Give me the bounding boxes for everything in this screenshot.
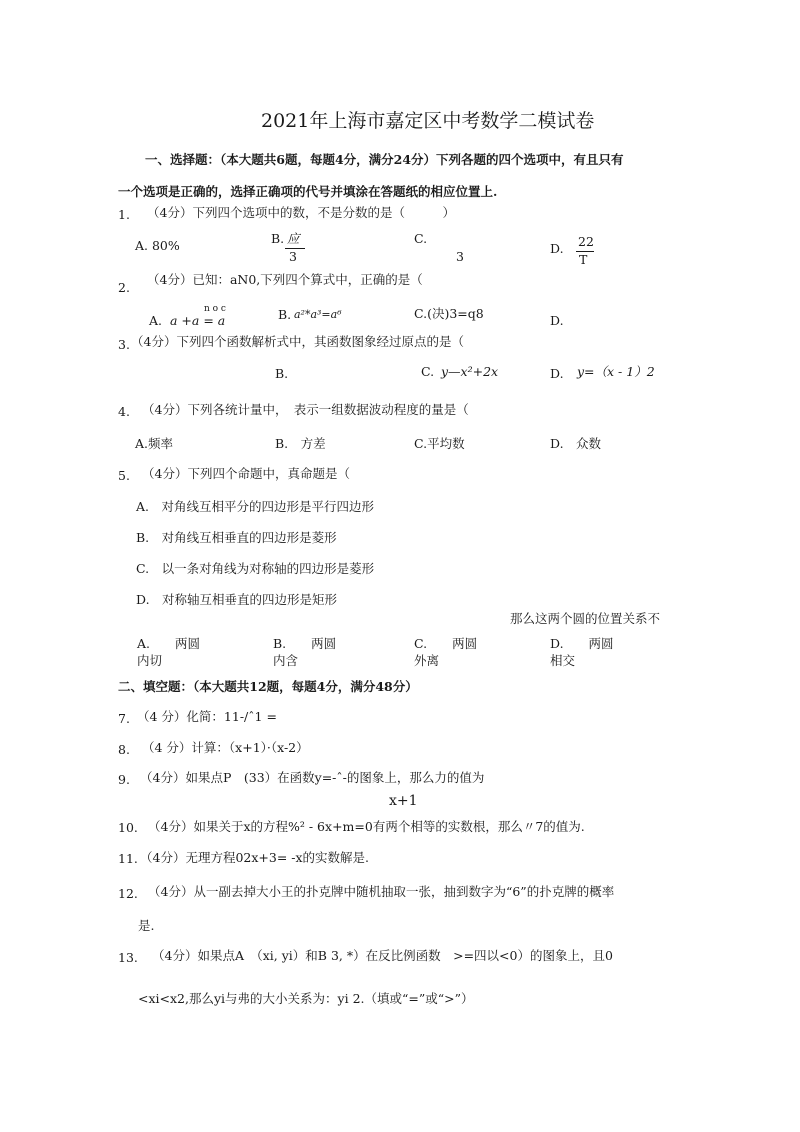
q6-option-c-line2: 外离: [414, 653, 440, 668]
q2-option-a-superscripts: n o c: [204, 304, 226, 314]
q4-option-c: C.平均数: [414, 436, 465, 451]
q4-stem: （4分）下列各统计量中， 表示一组数据波动程度的量是（: [142, 402, 469, 417]
q2-option-a-expression: a +a = a: [170, 313, 226, 328]
section-1-heading-line2: 一个选项是正确的，选择正确项的代号并填涂在答题纸的相应位置上.: [118, 184, 498, 199]
q1-number: 1.: [118, 207, 130, 222]
q11-text: （4分）无理方程02x+3= -x的实数解是.: [140, 850, 370, 865]
q12-number: 12.: [118, 886, 138, 901]
q1-option-b-denominator: 3: [289, 249, 297, 264]
q2-option-a-label: A.: [149, 313, 163, 328]
q5-option-b: B. 对角线互相垂直的四边形是菱形: [136, 530, 337, 545]
q13-text-continued: <xi<x2,那么yi与弗的大小关系为：yi 2.（填或“=”或“>”）: [138, 991, 474, 1006]
q1-option-c-denominator: 3: [456, 249, 464, 264]
q1-option-b-label: B.: [271, 231, 285, 246]
q7-number: 7.: [118, 711, 130, 726]
q3-option-b: B.: [275, 366, 289, 381]
q4-number: 4.: [118, 404, 130, 419]
q1-option-a: A. 80%: [135, 238, 180, 253]
q9-number: 9.: [118, 772, 130, 787]
q4-option-d: D. 众数: [550, 436, 602, 451]
q1-option-d-numerator: 22: [578, 234, 594, 249]
q5-option-d: D. 对称轴互相垂直的四边形是矩形: [136, 592, 338, 607]
q6-option-b-line2: 内含: [273, 653, 299, 668]
q4-option-a: A.频率: [135, 436, 174, 451]
q2-stem: （4分）已知：aN0,下列四个算式中，正确的是（: [147, 272, 423, 287]
q10-number: 10.: [118, 820, 138, 835]
q2-number: 2.: [118, 280, 130, 295]
q3-option-c-expression: y—x²+2x: [441, 364, 499, 379]
section-1-heading-line1: 一、选择题：（本大题共6题，每题4分，满分24分）下列各题的四个选项中，有且只有: [145, 152, 624, 167]
q3-option-d-label: D.: [550, 366, 564, 381]
q1-option-d-label: D.: [550, 241, 564, 256]
q11-number: 11.: [118, 851, 138, 866]
q6-option-d-line1: D. 两圆: [550, 636, 614, 651]
q8-number: 8.: [118, 742, 130, 757]
section-2-heading: 二、填空题：（本大题共12题，每题4分，满分48分）: [118, 679, 418, 694]
q3-option-d-expression: y=（x - 1）2: [577, 364, 655, 379]
q5-option-a: A. 对角线互相平分的四边形是平行四边形: [136, 499, 375, 514]
q12-text: （4分）从一副去掉大小王的扑克牌中随机抽取一张，抽到数字为“6”的扑克牌的概率: [148, 884, 615, 899]
q1-option-b-numerator: 应: [287, 231, 300, 246]
q7-text: （4 分）化简：11-/ˆ1 =: [137, 709, 277, 724]
q1-option-d-denominator: T: [579, 252, 588, 267]
page-title: 2021年上海市嘉定区中考数学二模试卷: [261, 110, 595, 132]
q6-option-b-line1: B. 两圆: [273, 636, 337, 651]
q5-option-c: C. 以一条对角线为对称轴的四边形是菱形: [136, 561, 375, 576]
q6-option-d-line2: 相交: [550, 653, 576, 668]
q2-option-b-expression: a²*a³=a⁶: [294, 308, 342, 321]
q6-option-a-line1: A. 两圆: [137, 636, 201, 651]
q6-stem-tail: 那么这两个圆的位置关系不: [510, 611, 661, 626]
q2-option-b-label: B.: [278, 307, 292, 322]
q9-denominator: x+1: [389, 793, 418, 809]
q5-number: 5.: [118, 468, 130, 483]
q2-option-c: C.(决)3=q8: [414, 306, 484, 321]
q2-option-d: D.: [550, 313, 564, 328]
q5-stem: （4分）下列四个命题中，真命题是（: [142, 466, 350, 481]
q6-option-a-line2: 内切: [137, 653, 163, 668]
q1-option-c-label: C.: [414, 231, 428, 246]
q10-text: （4分）如果关于x的方程%² - 6x+m=0有两个相等的实数根，那么〃7的值为.: [148, 819, 585, 834]
q1-stem: （4分）下列四个选项中的数，不是分数的是（ ）: [147, 205, 455, 220]
q3-number: 3.: [118, 337, 130, 352]
q3-option-c-label: C.: [421, 364, 435, 379]
q8-text: （4 分）计算：（x+1）·（x-2）: [142, 740, 309, 755]
q6-option-c-line1: C. 两圆: [414, 636, 478, 651]
q13-number: 13.: [118, 950, 138, 965]
q4-option-b: B. 方差: [275, 436, 326, 451]
q9-text: （4分）如果点P (33）在函数y=-ˆ-的图象上，那么力的值为: [140, 770, 485, 785]
q3-stem: （4分）下列四个函数解析式中，其函数图象经过原点的是（: [131, 334, 464, 349]
q13-text: （4分）如果点A （xi, yi）和B 3, *）在反比例函数 >=四以<0）的图象上，且0: [152, 948, 613, 963]
q12-text-continued: 是.: [138, 918, 155, 933]
